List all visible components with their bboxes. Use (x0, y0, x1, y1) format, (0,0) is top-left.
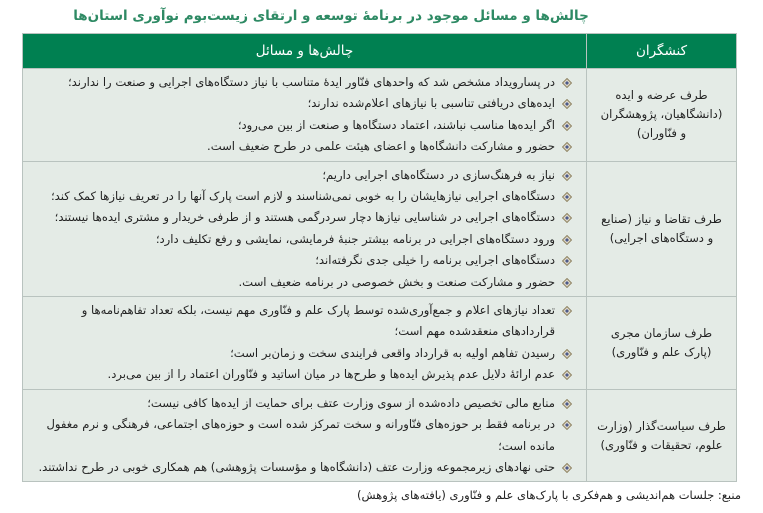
diamond-bullet-icon (562, 306, 572, 316)
diamond-bullet-icon (562, 349, 572, 359)
issue-text: نیاز به فرهنگ‌سازی در دستگاه‌های اجرایی داریم؛ (322, 167, 555, 182)
list-item (29, 72, 574, 93)
diamond-bullet-icon (562, 235, 572, 245)
list-item (29, 457, 574, 478)
diamond-bullet-icon (562, 399, 572, 409)
issues-list (29, 300, 574, 386)
diamond-bullet-icon (562, 78, 572, 88)
issue-text: رسیدن تفاهم اولیه به قرارداد واقعی فرایندی سخت و زمان‌بر است؛ (230, 345, 555, 360)
diamond-bullet-icon (562, 171, 572, 181)
table-row (23, 69, 737, 162)
list-item (29, 186, 574, 207)
table-row (23, 161, 737, 296)
list-item (29, 300, 574, 343)
issue-text: اگر ایده‌ها مناسب نباشند، اعتماد دستگاه‌ها و صنعت از بین می‌رود؛ (237, 117, 555, 132)
issue-text: دستگاه‌های اجرایی در شناسایی نیازها دچار سردرگمی هستند و از طرفی خریدار و مشتری ایده‌ها نیستند؛ (54, 210, 555, 225)
issues-list (29, 72, 574, 158)
issue-text: منابع مالی تخصیص داده‌شده از سوی وزارت عتف برای حمایت از ایده‌ها کافی نیست؛ (147, 395, 555, 410)
issues-cell (23, 389, 587, 482)
issue-text: دستگاه‌های اجرایی برنامه را خیلی جدی نگرفته‌اند؛ (315, 253, 555, 268)
issues-list (29, 393, 574, 479)
list-item (29, 207, 574, 228)
table-row (23, 389, 737, 482)
issue-text: ورود دستگاه‌های اجرایی در برنامه بیشتر جنبهٔ فرمایشی، نمایشی و رفع تکلیف دارد؛ (155, 231, 555, 246)
issues-cell (23, 297, 587, 390)
issue-text: دستگاه‌های اجرایی نیازهایشان را به خوبی نمی‌شناسند و لازم است پارک آنها را در تعریف نیازها کمک کند؛ (51, 189, 555, 204)
header-issues: چالش‌ها و مسائل (23, 34, 587, 69)
list-item (29, 93, 574, 114)
diamond-bullet-icon (562, 420, 572, 430)
diamond-bullet-icon (562, 213, 572, 223)
diamond-bullet-icon (562, 256, 572, 266)
challenges-table (22, 33, 737, 482)
diamond-bullet-icon (562, 463, 572, 473)
diamond-bullet-icon (562, 278, 572, 288)
issues-cell (23, 69, 587, 162)
issue-text: ایده‌های دریافتی تناسبی با نیازهای اعلام‌شده ندارند؛ (307, 96, 555, 111)
actor-cell: طرف سیاست‌گذار (وزارت علوم، تحقیقات و فنّاوری) (587, 389, 737, 482)
issue-text: در برنامه فقط بر حوزه‌های فنّاورانه و سخت تمرکز شده است و حوزه‌های اجتماعی، فرهنگی و نرم مغفول مانده است؛ (46, 417, 555, 453)
actor-cell: طرف عرضه و ایده (دانشگاهیان، پژوهشگران و فنّاوران) (587, 69, 737, 162)
actor-cell: طرف تقاضا و نیاز (صنایع و دستگاه‌های اجرایی) (587, 161, 737, 296)
issue-text: در پسارویداد مشخص شد که واحدهای فنّاور ایدهٔ متناسب با نیاز دستگاه‌های اجرایی و صنعت را ندارند؛ (68, 75, 555, 89)
diamond-bullet-icon (562, 121, 572, 131)
list-item (29, 250, 574, 271)
issue-text: تعداد نیازهای اعلام و جمع‌آوری‌شده توسط پارک علم و فنّاوری مهم نیست، بلکه تعداد تفاهم‌نامه‌ها و قراردادهای منعقدشده مهم است؛ (81, 303, 555, 339)
table-header-row (23, 34, 737, 69)
list-item (29, 272, 574, 293)
issue-text: حضور و مشارکت دانشگاه‌ها و اعضای هیئت علمی در طرح ضعیف است. (207, 139, 555, 154)
issue-text: عدم ارائهٔ دلایل عدم پذیرش ایده‌ها و طرح‌ها در میان اساتید و فنّاوران اعتماد را از بین می‌برد. (107, 367, 555, 382)
header-actors: کنشگران (587, 34, 737, 69)
diamond-bullet-icon (562, 192, 572, 202)
list-item (29, 364, 574, 385)
diamond-bullet-icon (562, 142, 572, 152)
document-title: چالش‌ها و مسائل موجود در برنامهٔ توسعه و ارتقای زیست‌بوم نوآوری استان‌ها (73, 8, 589, 24)
source-note: منبع: جلسات هم‌اندیشی و هم‌فکری با پارک‌های علم و فنّاوری (یافته‌های پژوهش) (357, 488, 741, 502)
issue-text: حتی نهادهای زیرمجموعه وزارت عتف (دانشگاه‌ها و مؤسسات پژوهشی) هم همکاری خوبی در طرح نداشتند. (38, 459, 555, 474)
list-item (29, 115, 574, 136)
table-row (23, 297, 737, 390)
list-item (29, 343, 574, 364)
diamond-bullet-icon (562, 370, 572, 380)
list-item (29, 165, 574, 186)
issues-list (29, 165, 574, 293)
issue-text: حضور و مشارکت صنعت و بخش خصوصی در برنامه ضعیف است. (238, 274, 555, 289)
list-item (29, 229, 574, 250)
actor-cell: طرف سازمان مجری (پارک علم و فنّاوری) (587, 297, 737, 390)
list-item (29, 414, 574, 457)
diamond-bullet-icon (562, 99, 572, 109)
list-item (29, 136, 574, 157)
issues-cell (23, 161, 587, 296)
list-item (29, 393, 574, 414)
